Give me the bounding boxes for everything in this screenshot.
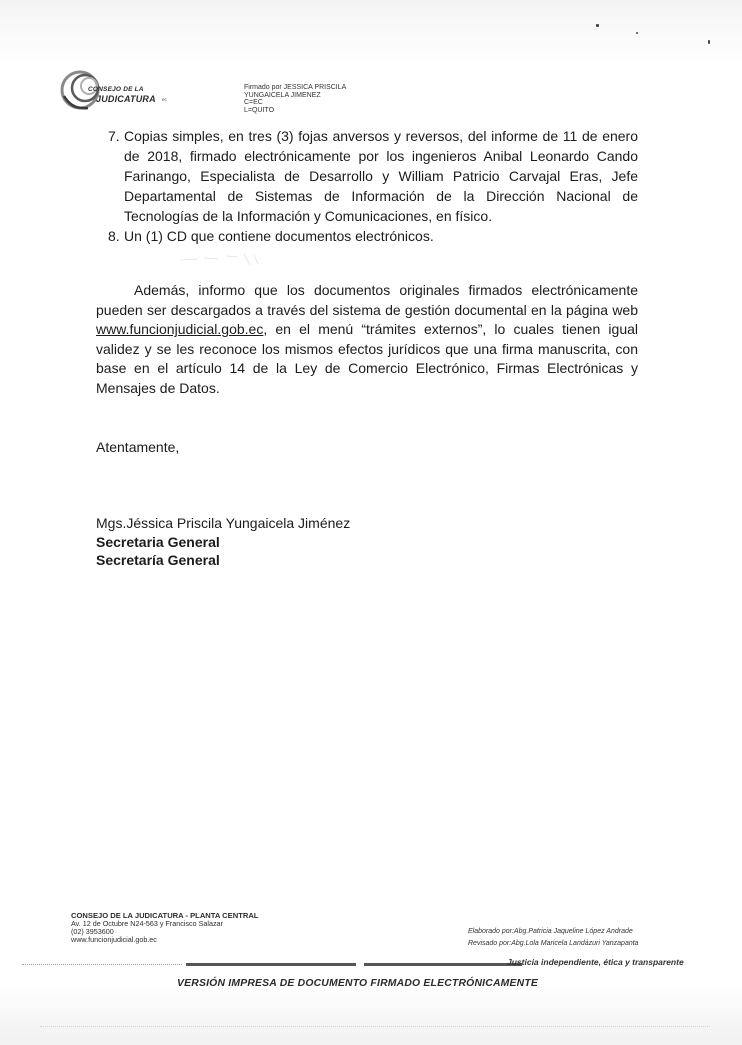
stamp-line: L=QUITO [244, 106, 275, 114]
judicatura-logo [58, 66, 178, 116]
list-item-text: Un (1) CD que contiene documentos electrónicos. [124, 228, 434, 244]
footer-web: www.funcionjudicial.gob.ec [71, 935, 157, 944]
list-item-text: Copias simples, en tres (3) fojas anversos y reversos, del informe de 11 de enero de 2018, firmado electrónicamente por los ingenieros Anibal Leonardo Cando Farinango, Especialista de Desarrollo y William Patricio Carvajal Eras, Jefe Departamental de Sistemas de Información de la Dirección Nacional de Tecnologías de la Información y Comunicaciones, en físico. [124, 128, 638, 224]
list-item [108, 126, 638, 226]
footer-slogan: Justicia independiente, ética y transparente [507, 957, 684, 967]
footer-street: Av. 12 de Octubre N24-563 y Francisco Salazar [71, 919, 223, 928]
footer-rule [22, 963, 502, 966]
funcionjudicial-link[interactable]: www.funcionjudicial.gob.ec [96, 321, 264, 338]
signer-title: Secretaria General [96, 533, 220, 550]
bottom-dotted-line [40, 1026, 710, 1027]
list-item [108, 226, 638, 246]
paragraph-text-start: Además, informo que los documentos originales firmados electrónicamente pueden ser descargados a través del sistema de gestión documental en la página web [96, 282, 638, 318]
list-item-number: 7. [108, 128, 120, 144]
footer-rule-dotted [22, 964, 182, 965]
attachments-list [108, 126, 638, 246]
signer-name: Mgs.Jéssica Priscila Yungaicela Jiménez [96, 515, 351, 531]
logo-line-2: JUDICATURA [96, 94, 156, 104]
stamp-line: Firmado por JESSICA PRISCILA [244, 84, 347, 91]
faint-scan-mark [178, 250, 268, 268]
closing-salutation: Atentamente, [96, 439, 180, 455]
reviewed-by: Revisado por:Abg.Lola Maricela Landázuri Yanzapanta [468, 939, 639, 947]
footer-credits [468, 926, 639, 949]
body-paragraph [96, 281, 638, 399]
footer-rule-segment [186, 963, 356, 966]
electronic-signature-stamp [244, 84, 346, 114]
signature-block [96, 514, 350, 570]
scan-speck [708, 40, 710, 44]
stamp-line: C=EC [244, 99, 263, 106]
scan-speck [636, 32, 638, 34]
logo-line-3: ec [162, 97, 167, 102]
prepared-by: Elaborado por:Abg.Patricia Jaqueline López Andrade [468, 928, 633, 935]
logo-line-1: CONSEJO DE LA [88, 86, 144, 93]
footer-rule-segment [364, 963, 522, 966]
list-item-number: 8. [108, 228, 120, 244]
paragraph-text-end: , en el menú “trámites externos”, lo cuales tienen igual validez y se les reconoce los mismos efectos jurídicos que una firma manuscrita, con base en el artículo 14 de la Ley de Comercio Electrónico, Firmas Electrónicas y Mensajes de Datos. [96, 321, 638, 396]
footer-address [71, 912, 258, 944]
stamp-line: YUNGAICELA JIMENEZ [244, 91, 321, 99]
version-note: VERSIÓN IMPRESA DE DOCUMENTO FIRMADO ELECTRÓNICAMENTE [177, 978, 539, 989]
scan-speck [596, 24, 599, 27]
signer-title: Secretaría General [96, 552, 220, 568]
footer-phone: (02) 3953600 [71, 927, 114, 936]
footer-org: CONSEJO DE LA JUDICATURA - PLANTA CENTRAL [71, 911, 259, 920]
